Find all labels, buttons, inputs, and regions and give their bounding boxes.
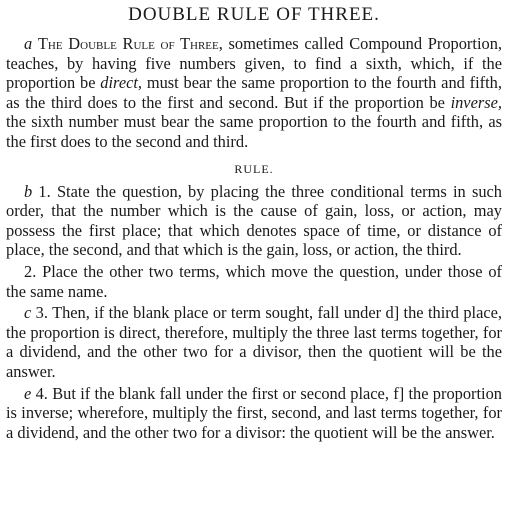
margin-marker: a xyxy=(24,34,33,53)
rule-paragraph-3 xyxy=(6,303,502,381)
rule-text-1: 1. State the question, by placing the three conditional terms in such order, that the number which is the cause of gain, loss, or action, may possess the first place; that which denotes space of time, or distance of place, the second, and that which is the gain, loss, or action, the third. xyxy=(6,181,502,260)
intro-text-2: must bear the same proportion to the fourth and fifth, as the third does to the first and second. But if the proportion be xyxy=(6,73,502,112)
rule-paragraph-1 xyxy=(6,182,502,260)
intro-lead: The Double Rule of Three, xyxy=(37,34,223,53)
margin-marker: b xyxy=(24,181,33,201)
margin-marker: e xyxy=(24,383,32,403)
intro-inverse: inverse, xyxy=(450,92,502,112)
rule-text-4: 4. But if the blank fall under the first or second place, f] the proportion is inverse; wherefore, multiply the first, second, and last terms together, for a dividend, and the other two for a divisor: the quotient will be the answer. xyxy=(6,383,502,442)
intro-text-3: the sixth number must bear the same proportion to the fourth and fifth, as the first does to the second and third. xyxy=(6,112,502,151)
rule-paragraph-4 xyxy=(6,384,502,443)
intro-text-1: sometimes called Compound Proportion, teaches, by having five numbers given, to find a sixth, which, if the proportion be xyxy=(6,34,502,93)
rule-heading: RULE. xyxy=(234,161,274,176)
rule-text-3: 3. Then, if the blank place or term sought, fall under d] the third place, the proportion is direct, therefore, multiply the three last terms together, for a dividend, and the other two for a divisor, then the quotient will be the answer. xyxy=(6,303,502,381)
rule-paragraph-2 xyxy=(6,262,502,301)
rule-text-2: 2. Place the other two terms, which move the question, under those of the same name. xyxy=(6,261,502,301)
intro-paragraph xyxy=(6,34,502,152)
margin-marker: c xyxy=(24,303,32,323)
document-page xyxy=(6,4,502,442)
intro-direct: direct, xyxy=(100,73,143,93)
page-title: DOUBLE RULE OF THREE. xyxy=(128,4,380,25)
